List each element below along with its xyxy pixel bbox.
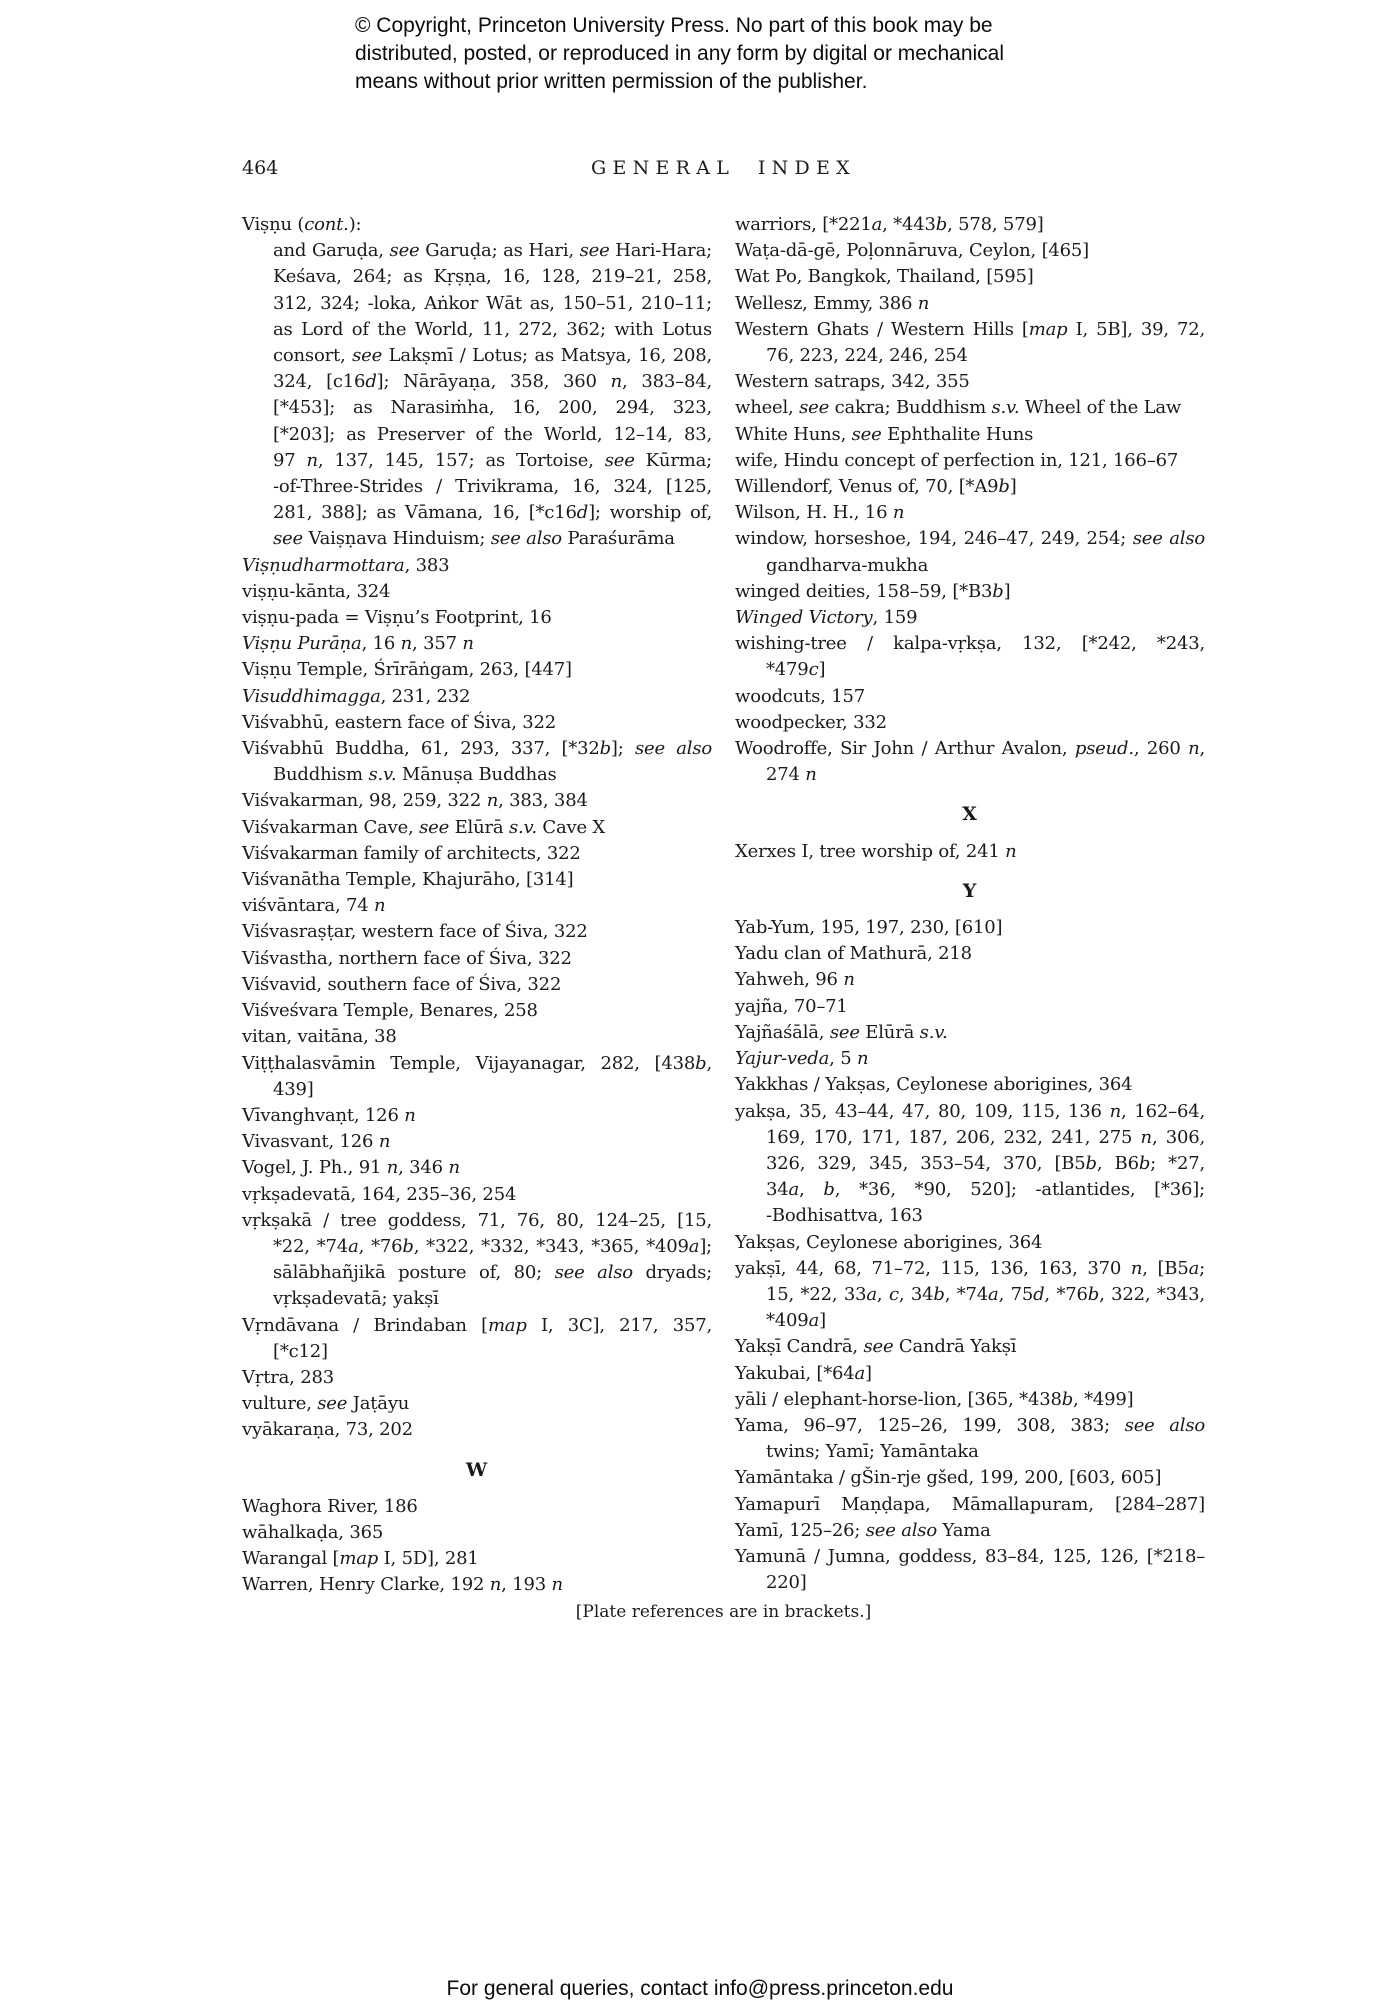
index-line: Vṛtra, 283 (242, 1366, 334, 1388)
index-line: woodcuts, 157 (735, 685, 865, 707)
index-line: Woodroffe, Sir John / Arthur Avalon, pseud., 260 n, (735, 738, 1205, 760)
index-line: Viśvabhū Buddha, 61, 293, 337, [*32b]; see also (242, 738, 712, 760)
index-line: -of-Three-Strides / Trivikrama, 16, 324, [125, (273, 476, 712, 498)
index-line: 312, 324; -loka, Aṅkor Wāt as, 150–51, 210–11; (273, 292, 712, 314)
index-line: Viṣṇu Temple, Śrīrāṅgam, 263, [447] (242, 659, 572, 681)
index-line: Yadu clan of Mathurā, 218 (735, 943, 972, 965)
index-line: yāli / elephant-horse-lion, [365, *438b, *499] (735, 1388, 1134, 1410)
index-line: wife, Hindu concept of perfection in, 121, 166–67 (735, 449, 1179, 471)
index-line: Yakubai, [*64a] (735, 1362, 872, 1384)
index-line: Yakṣī Candrā, see Candrā Yakṣī (735, 1336, 1017, 1358)
index-line: wāhalkaḍa, 365 (242, 1521, 384, 1543)
copyright-line: means without prior written permission of the publisher. (355, 70, 868, 93)
index-line: 97 n, 137, 145, 157; as Tortoise, see Kūrma; (273, 449, 712, 471)
index-line: [*453]; as Narasiṁha, 16, 200, 294, 323, (273, 397, 712, 419)
section-letter: W (465, 1458, 489, 1481)
index-line: Yama, 96–97, 125–26, 199, 308, 383; see also (735, 1414, 1205, 1436)
index-line: Yamī, 125–26; see also Yama (735, 1519, 991, 1541)
index-line: White Huns, see Ephthalite Huns (735, 423, 1034, 445)
index-line: vyākaraṇa, 73, 202 (242, 1419, 413, 1441)
index-line: wishing-tree / kalpa-vṛkṣa, 132, [*242, *243, (735, 633, 1205, 655)
index-line: Viśvabhū, eastern face of Śiva, 322 (242, 711, 557, 733)
index-line: consort, see Lakṣmī / Lotus; as Matsya, 16, 208, (273, 345, 712, 367)
index-line: sālābhañjikā posture of, 80; see also dryads; (273, 1262, 712, 1284)
index-line: Keśava, 264; as Kṛṣṇa, 16, 128, 219–21, 258, (273, 266, 712, 288)
section-letter: X (962, 803, 978, 826)
index-line: vitan, vaitāna, 38 (242, 1026, 397, 1048)
index-line: 326, 329, 345, 353–54, 370, [B5b, B6b; *27, (766, 1152, 1205, 1174)
index-line: Western Ghats / Western Hills [map I, 5B], 39, 72, (735, 318, 1205, 340)
index-line: and Garuḍa, see Garuḍa; as Hari, see Hari-Hara; (273, 240, 712, 262)
index-line: Viṭṭhalasvāmin Temple, Vijayanagar, 282, [438b, (242, 1052, 712, 1074)
index-line: Wat Po, Bangkok, Thailand, [595] (735, 266, 1034, 288)
index-right-column (735, 212, 1205, 1596)
index-line: Viśveśvara Temple, Benares, 258 (242, 1000, 538, 1022)
index-line: yajña, 70–71 (735, 995, 848, 1017)
contact-footer: For general queries, contact info@press.princeton.edu (446, 1977, 954, 2000)
index-line: Yahweh, 96 n (735, 969, 855, 991)
index-line: Waghora River, 186 (242, 1495, 418, 1517)
index-line: 439] (273, 1078, 314, 1100)
copyright-line: distributed, posted, or reproduced in any form by digital or mechanical (355, 42, 1005, 65)
index-line: Wilson, H. H., 16 n (735, 502, 905, 524)
index-line: 274 n (766, 764, 817, 786)
index-line: Vīvanghvaṇt, 126 n (242, 1104, 416, 1126)
index-line: 76, 223, 224, 246, 254 (766, 345, 968, 367)
index-line: Viṣṇudharmottara, 383 (242, 554, 450, 576)
index-line: viṣṇu-kānta, 324 (242, 580, 391, 602)
index-line: Viśvakarman family of architects, 322 (242, 842, 581, 864)
index-line: 15, *22, 33a, c, 34b, *74a, 75d, *76b, 322, *343, (766, 1283, 1205, 1305)
index-line: viṣṇu-pada = Viṣṇu’s Footprint, 16 (242, 607, 552, 629)
index-line: -Bodhisattva, 163 (766, 1205, 923, 1227)
index-line: Yajñaśālā, see Elūrā s.v. (735, 1021, 948, 1043)
index-line: warriors, [*221a, *443b, 578, 579] (735, 214, 1044, 235)
index-line: *479c] (766, 659, 826, 681)
index-line: Warangal [map I, 5D], 281 (242, 1548, 479, 1570)
index-line: Vogel, J. Ph., 91 n, 346 n (242, 1157, 460, 1179)
index-line: Yamapurī Maṇḍapa, Māmallapuram, [284–287] (735, 1493, 1205, 1515)
index-line: 324, [c16d]; Nārāyaṇa, 358, 360 n, 383–84, (273, 371, 712, 393)
index-line: vṛkṣakā / tree goddess, 71, 76, 80, 124–25, [15, (242, 1209, 712, 1231)
index-line: 281, 388]; as Vāmana, 16, [*c16d]; worship of, (273, 502, 712, 524)
index-line: Xerxes I, tree worship of, 241 n (735, 840, 1017, 862)
index-line: viśvāntara, 74 n (242, 895, 386, 917)
index-line: yakṣī, 44, 68, 71–72, 115, 136, 163, 370 n, [B5a; (735, 1257, 1205, 1279)
index-line: Wellesz, Emmy, 386 n (735, 292, 930, 314)
index-line: vṛkṣadevatā; yakṣī (273, 1288, 439, 1310)
index-line: Viśvakarman Cave, see Elūrā s.v. Cave X (242, 816, 606, 838)
page-title: GENERAL INDEX (591, 157, 856, 179)
plate-note: [Plate references are in brackets.] (575, 1602, 872, 1622)
index-line: Willendorf, Venus of, 70, [*A9b] (735, 476, 1017, 498)
index-line: Viśvanātha Temple, Khajurāho, [314] (242, 869, 574, 891)
index-line: Yamunā / Jumna, goddess, 83–84, 125, 126, [*218– (735, 1545, 1205, 1567)
index-line: Visuddhimagga, 231, 232 (242, 685, 471, 707)
index-line: Viśvasraṣṭar, western face of Śiva, 322 (242, 921, 588, 943)
index-line: Winged Victory, 159 (735, 607, 918, 629)
index-line: yakṣa, 35, 43–44, 47, 80, 109, 115, 136 n, 162–64, (735, 1100, 1205, 1122)
index-line: 220] (766, 1572, 807, 1594)
index-line: gandharva-mukha (766, 554, 929, 576)
index-line: [*c12] (273, 1340, 328, 1362)
index-line: Yakkhas / Yakṣas, Ceylonese aborigines, 364 (735, 1074, 1133, 1096)
index-line: window, horseshoe, 194, 246–47, 249, 254; see also (735, 528, 1205, 550)
index-line: Yakṣas, Ceylonese aborigines, 364 (735, 1231, 1043, 1253)
index-line: Viśvakarman, 98, 259, 322 n, 383, 384 (242, 790, 588, 812)
index-line: wheel, see cakra; Buddhism s.v. Wheel of the Law (735, 397, 1182, 419)
copyright-line: © Copyright, Princeton University Press. No part of this book may be (355, 14, 993, 37)
copyright-notice (355, 12, 1004, 96)
index-line: 169, 170, 171, 187, 206, 232, 241, 275 n, 306, (766, 1126, 1205, 1148)
index-line: Viṣṇu (cont.): (242, 214, 362, 235)
index-line: Buddhism s.v. Mānuṣa Buddhas (273, 764, 557, 786)
index-line: 34a, b, *36, *90, 520]; -atlantides, [*36]; (766, 1179, 1205, 1201)
index-line: Viṣṇu Purāṇa, 16 n, 357 n (242, 633, 474, 655)
index-line: Yamāntaka / gŠin-rje gšed, 199, 200, [603, 605] (735, 1467, 1162, 1489)
index-line: vulture, see Jaṭāyu (242, 1393, 410, 1415)
index-line: *409a] (766, 1310, 826, 1332)
index-line: woodpecker, 332 (735, 711, 887, 733)
index-left-column (242, 212, 712, 1599)
index-line: [*203]; as Preserver of the World, 12–14, 83, (273, 423, 712, 445)
index-line: Viśvastha, northern face of Śiva, 322 (242, 947, 572, 969)
index-line: Vṛndāvana / Brindaban [map I, 3C], 217, 357, (242, 1314, 713, 1336)
index-line: winged deities, 158–59, [*B3b] (735, 580, 1011, 602)
index-line: Western satraps, 342, 355 (735, 371, 970, 393)
index-line: Warren, Henry Clarke, 192 n, 193 n (242, 1574, 563, 1596)
section-letter: Y (962, 879, 978, 902)
page-number: 464 (242, 157, 279, 179)
index-line: see Vaiṣṇava Hinduism; see also Paraśurāma (273, 528, 675, 550)
index-line: Waṭa-dā-gē, Poḷonnāruva, Ceylon, [465] (735, 240, 1089, 262)
index-line: Vivasvant, 126 n (242, 1131, 391, 1153)
index-line: vṛkṣadevatā, 164, 235–36, 254 (242, 1183, 517, 1205)
index-line: Yab-Yum, 195, 197, 230, [610] (735, 917, 1003, 939)
index-line: Viśvavid, southern face of Śiva, 322 (242, 973, 562, 995)
index-line: as Lord of the World, 11, 272, 362; with Lotus (273, 318, 712, 340)
index-line: *22, *74a, *76b, *322, *332, *343, *365, *409a]; (273, 1235, 713, 1257)
index-line: Yajur-veda, 5 n (735, 1048, 869, 1070)
index-line: twins; Yamī; Yamāntaka (766, 1441, 979, 1463)
